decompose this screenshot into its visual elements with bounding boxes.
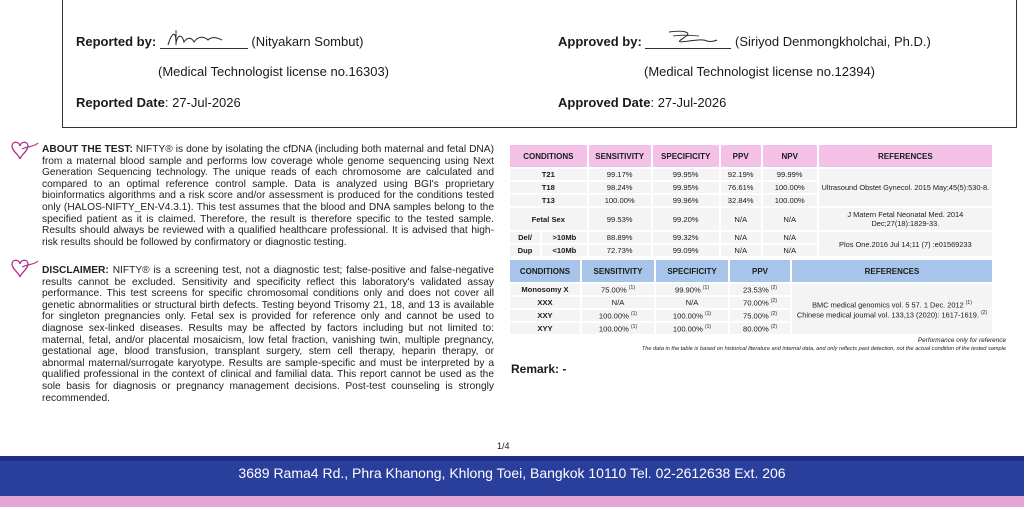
header-references: REFERENCES xyxy=(819,145,992,167)
table-row: XXX N/A N/A 70.00% $^{(2)}$ xyxy=(510,297,992,308)
reported-license: (Medical Technologist license no.16303) xyxy=(158,64,390,79)
reported-by-label: Reported by: xyxy=(76,34,157,49)
header-ppv: PPV xyxy=(721,145,761,167)
header-ppv: PPV xyxy=(730,260,790,282)
table-row: XXY 100.00% $^{(1)}$ 100.00% $^{(1)}$ 75.00% $^{(2)}$ xyxy=(510,310,992,321)
header-conditions: CONDITIONS xyxy=(510,145,587,167)
table-row: Dup <10Mb 72.73% 99.09% N/A N/A xyxy=(510,245,992,256)
approved-date-label: Approved Date xyxy=(558,95,651,110)
approved-by-label: Approved by: xyxy=(558,34,642,49)
footer-address: 3689 Rama4 Rd., Phra Khanong, Khlong Toei, Bangkok 10110 Tel. 02-2612638 Ext. 206 xyxy=(238,465,786,481)
table-row: Fetal Sex 99.53% 99.20% N/A N/A J Matern Fetal Neonatal Med. 2014 Dec;27(18):1829-33. xyxy=(510,208,992,230)
header-sensitivity: SENSITIVITY xyxy=(589,145,651,167)
approved-date xyxy=(558,95,726,110)
about-test-paragraph xyxy=(42,144,494,248)
approved-signature-line xyxy=(645,35,731,49)
header-references: REFERENCES xyxy=(792,260,992,282)
heart-icon xyxy=(8,140,40,162)
table-row: Del/ >10Mb 88.89% 99.32% N/A N/A Plos One.2016 Jul 14;11 (7) :e01569233 xyxy=(510,232,992,243)
approved-by-name: (Siriyod Denmongkholchai, Ph.D.) xyxy=(735,34,931,49)
table-row: T18 98.24% 99.95% 76.61% 100.00% xyxy=(510,182,992,193)
table-row: Monosomy X 75.00% $^{(1)}$ 99.90% $^{(1)}$ 23.53% $^{(2)}$ BMC medical genomics vol. 5 57. 1 Dec. 2012 $^{(1)}$ Chinese medical journal vol. 133,13 (2020): 1617-1619. $^{(2)}$ xyxy=(510,284,992,295)
disclaimer-text: NIFTY® is a screening test, not a diagnostic test; false-positive and false-negative results cannot be excluded. Sensitivity and specificity reflect this laboratory's validated assay performance. This test screens for specific chromosomal conditions only and does not cover all genetic abnormalities or structural birth defects. Testing beyond Trisomy 21, 18, and 13 is available for singleton pregnancies only. Fetal sex is provided for reference only and cannot be used to diagnose sex-linked diseases. Results may be affected by factors including but not limited to: maternal, fetal, and/or placental mosaicism, low fetal fraction, vanishing twin, multiple pregnancy, gestational age, blood transfusion, transplant surgery, stem cell therapy, heparin therapy, or abnormal maternal/surrogate karyotype. Results are sample-specific and must be interpreted by a qualified professional in the context of clinical and familial data. This report cannot be used as the sole basis for diagnosis or pregnancy management decisions. Post-test counseling is strongly recommended. xyxy=(42,265,494,404)
heart-icon xyxy=(8,258,40,280)
performance-note: Performance only for reference xyxy=(917,337,1006,344)
reported-signature xyxy=(164,28,224,48)
disclaimer-heading: DISCLAIMER: xyxy=(42,265,109,276)
about-heading: ABOUT THE TEST: xyxy=(42,144,133,155)
approved-signature xyxy=(649,28,719,48)
reported-by xyxy=(76,34,363,49)
footer-top-stripe xyxy=(0,456,1024,461)
table-header-row xyxy=(510,260,992,282)
reported-date-label: Reported Date xyxy=(76,95,165,110)
reported-date xyxy=(76,95,241,110)
approved-license: (Medical Technologist license no.12394) xyxy=(644,64,876,79)
data-source-note: The data in the table is based on historical literature and internal data, and only reflects past detection, not the actual condition of the tested sample xyxy=(641,346,1006,352)
performance-table-sex-chromosome xyxy=(508,258,994,336)
reference-cell: J Matern Fetal Neonatal Med. 2014 Dec;27(18):1829-33. xyxy=(819,208,992,230)
reference-cell: Plos One.2016 Jul 14;11 (7) :e01569233 xyxy=(819,232,992,256)
table-row: XYY 100.00% $^{(1)}$ 100.00% $^{(1)}$ 80.00% $^{(2)}$ xyxy=(510,323,992,334)
table-row: T21 99.17% 99.95% 92.19% 99.99% Ultrasound Obstet Gynecol. 2015 May;45(5):530-8. xyxy=(510,169,992,180)
table-header-row xyxy=(510,145,992,167)
header-conditions: CONDITIONS xyxy=(510,260,580,282)
reported-by-name: (Nityakarn Sombut) xyxy=(251,34,364,49)
footer xyxy=(0,456,1024,507)
header-specificity: SPECIFICITY xyxy=(656,260,728,282)
reported-signature-line xyxy=(160,35,248,49)
remark: Remark: - xyxy=(511,362,567,376)
about-text: NIFTY® is done by isolating the cfDNA (including both maternal and fetal DNA) from a maternal blood sample and performs low coverage whole genome sequencing using Next Generation Sequencing technology. The unique reads of each chromosome are calculated and compared to an optimal reference control sample. Data is analyzed using BGI's proprietary bioinformatics algorithms and a risk score and/or assessment is produced for the conditions tested only (HALOS-NIFTY_EN-V4.3.1). This test assumes that the blood and DNA samples belong to the specified patient as it is claimed. Therefore, the result is therefore specific to the tested sample. Results should always be reviewed with a qualified healthcare professional. It is advised that high-risk results should be followed by confirmatory or diagnostic testing. xyxy=(42,144,494,248)
approved-by xyxy=(558,34,931,49)
approved-date-value: : 27-Jul-2026 xyxy=(650,95,727,110)
footer-pink-band xyxy=(0,496,1024,507)
disclaimer-paragraph xyxy=(42,265,494,404)
reference-cell: BMC medical genomics vol. 5 57. 1 Dec. 2012 $^{(1)}$ Chinese medical journal vol. 133,13 (2020): 1617-1619. $^{(2)}$ xyxy=(792,284,992,334)
page-number: 1/4 xyxy=(497,441,510,451)
table-row: T13 100.00% 99.96% 32.84% 100.00% xyxy=(510,195,992,206)
header-npv: NPV xyxy=(763,145,817,167)
performance-table-trisomy xyxy=(508,143,994,258)
reported-date-value: : 27-Jul-2026 xyxy=(164,95,241,110)
header-specificity: SPECIFICITY xyxy=(653,145,719,167)
reference-cell: Ultrasound Obstet Gynecol. 2015 May;45(5):530-8. xyxy=(819,169,992,206)
header-sensitivity: SENSITIVITY xyxy=(582,260,654,282)
